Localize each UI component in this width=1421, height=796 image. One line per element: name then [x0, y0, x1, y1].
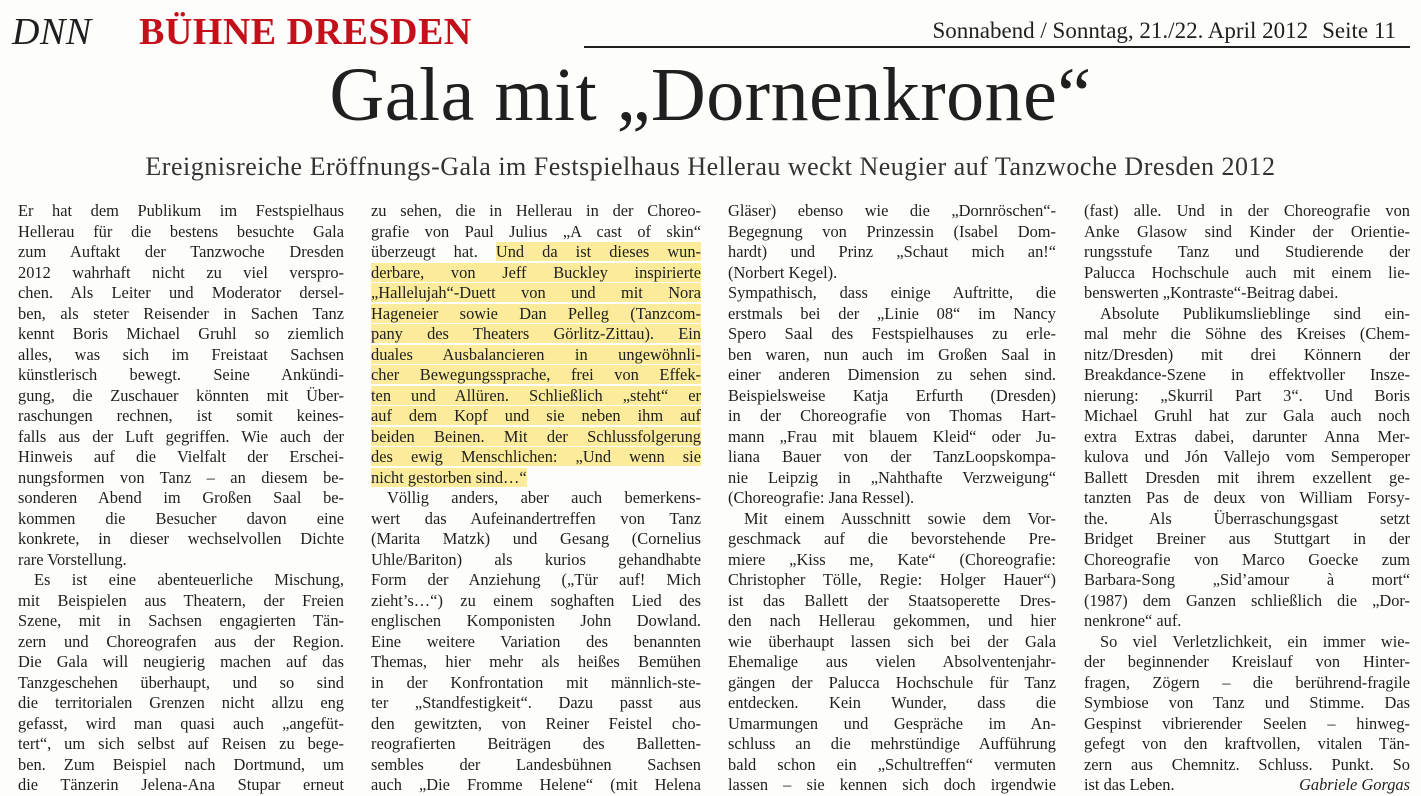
article-column-4: [1084, 201, 1410, 796]
text-line: geschmack auf die bevorstehende Pre-: [728, 529, 1056, 548]
text-line: nie Leipzig in „Nahthafte Verzweigung“: [728, 467, 1056, 487]
text-line: Gespinst vibrierender Seelen – hinweg-: [1084, 713, 1410, 733]
text-line: zern und Choreografen aus der Region.: [18, 631, 344, 651]
highlighted-text: des ewig Menschlichen: „Und wenn sie: [371, 447, 701, 466]
text-line: hardt) und Prinz „Schaut mich an!“: [728, 242, 1056, 261]
text-line: sembles der Landesbühnen Sachsen: [371, 754, 701, 774]
text-line: alles, was sich im Freistaat Sachsen: [18, 344, 344, 364]
text-line: Sympathisch, dass einige Auftritte, die: [728, 283, 1056, 302]
text-line: [371, 427, 701, 448]
text-line: [371, 263, 701, 284]
text-line: zern aus Chemnitz. Schluss. Punkt. So: [1084, 754, 1410, 774]
text-line: chen. Als Leiter und Moderator dersel-: [18, 283, 344, 302]
text-line: erstmals bei der „Linie 08“ im Nancy: [728, 303, 1056, 323]
text-line: reografierten Beiträgen des Balletten-: [371, 734, 701, 753]
text-line: extra Extras dabei, darunter Anna Mer-: [1084, 426, 1410, 446]
article-column-3: [728, 201, 1056, 796]
text-line: [371, 324, 701, 345]
text-line: the. Als Überraschungsgast setzt: [1084, 508, 1410, 528]
text-line: gängen der Palucca Hochschule für Tanz: [728, 672, 1056, 692]
text-line: Barbara-Song „Sid’amour à mort“: [1084, 570, 1410, 589]
text-line: Ehemalige aus vielen Absolventenjahr-: [728, 652, 1056, 671]
text-line: zieht’s…“) zu einem soghaften Lied des: [371, 590, 701, 610]
text-line: Uhle/Bariton) als kurios gehandhabte: [371, 549, 701, 569]
text-line: kommen die Besucher davon eine: [18, 508, 344, 528]
text-line: entdecken. Kein Wunder, dass die: [728, 693, 1056, 712]
highlighted-text: auf dem Kopf und sie neben ihm auf: [371, 406, 701, 425]
text-line: Die Gala will neugierig machen auf das: [18, 652, 344, 671]
text-line: Hellerau für die bestens besuchte Gala: [18, 221, 344, 241]
text-line: Anke Glasow sind Kinder der Orientie-: [1084, 221, 1410, 241]
highlighted-text: cher Bewegungssprache, frei von Effek-: [371, 365, 701, 384]
text-line: gung, die Zuschauer könnten mit Über-: [18, 385, 344, 405]
subheadline: Ereignisreiche Eröffnungs-Gala im Festspielhaus Hellerau weckt Neugier auf Tanzwoche Dresden 2012: [145, 152, 1276, 181]
text-line: [371, 345, 701, 366]
text-line: falls aus der Luft gegriffen. Wie auch der: [18, 426, 344, 446]
text-line: einer anderen Dimension zu sehen sind.: [728, 365, 1056, 384]
text-line: die Tänzerin Jelena-Ana Stupar erneut: [18, 775, 344, 794]
issue-date: Sonnabend / Sonntag, 21./22. April 2012: [932, 18, 1309, 43]
highlighted-text: nicht gestorben sind…“: [371, 467, 527, 487]
text-line: (1987) dem Ganzen schließlich die „Dor-: [1084, 590, 1410, 610]
text-line: raschungen rechnen, ist somit keines-: [18, 406, 344, 425]
text-line: künstlerisch bewegt. Seine Ankündi-: [18, 365, 344, 384]
text-line: lassen – sie kennen sich doch irgendwie: [728, 775, 1056, 794]
text-line: [371, 365, 701, 386]
text-line: Choreografie von Marco Goecke zum: [1084, 549, 1410, 569]
text-line: miere „Kiss me, Kate“ (Choreografie:: [728, 549, 1056, 569]
text-line: [371, 304, 701, 325]
header-rule: [584, 46, 1410, 48]
text-line: Form der Anziehung („Tür auf! Mich: [371, 570, 701, 589]
author-byline: Gabriele Gorgas: [1299, 775, 1410, 794]
text-line: [1084, 775, 1410, 796]
text-line: ben, als steter Reisender in Sachen Tanz: [18, 303, 344, 323]
text-line: Mit einem Ausschnitt sowie dem Vor-: [744, 508, 1056, 528]
page-number: Seite 11: [1322, 18, 1396, 43]
text-line: zum Auftakt der Tanzwoche Dresden: [18, 242, 344, 261]
text-line: Umarmungen und Gespräche im An-: [728, 713, 1056, 733]
text-line: [371, 468, 701, 489]
highlighted-text: beiden Beinen. Mit der Schlussfolgerung: [371, 426, 701, 446]
text-line: So viel Verletzlichkeit, ein immer wie-: [1100, 631, 1410, 651]
text-line: fragen, Zögern – die berührend-fragile: [1084, 672, 1410, 692]
article-column-2: [371, 201, 701, 796]
dateline: [918, 16, 1396, 46]
text-line: [371, 406, 701, 427]
text-line: Michael Gruhl hat zur Gala auch noch: [1084, 406, 1410, 425]
text-line: Es ist eine abenteuerliche Mischung,: [34, 570, 344, 589]
text-line: nierung: „Skurril Part 3“. Und Boris: [1084, 385, 1410, 405]
text-line: Eine weitere Variation des benannten: [371, 631, 701, 651]
text-line: die territorialen Grenzen nicht allzu eng: [18, 693, 344, 712]
text-line: Absolute Publikumslieblinge sind ein-: [1100, 303, 1410, 323]
highlighted-text: ten und Allüren. Schließlich „steht“ er: [371, 385, 701, 405]
text-line: bald schon ein „Schultreffen“ vermuten: [728, 754, 1056, 774]
text-line: in der Konfrontation mit männlich-ste-: [371, 672, 701, 692]
text-line: gefasst, wird man quasi auch „angefüt-: [18, 713, 344, 733]
section-title: BÜHNE DRESDEN: [139, 11, 472, 53]
highlighted-text: derbare, von Jeff Buckley inspirierte: [371, 262, 701, 282]
text-line: in der Choreografie von Thomas Hart-: [728, 406, 1056, 425]
text-line: Gläser) ebenso wie die „Dornröschen“-: [728, 201, 1056, 220]
text-line: schluss an die mehrstündige Aufführung: [728, 734, 1056, 753]
text-line: (Norbert Kegel).: [728, 262, 838, 282]
text-line: Breakdance-Szene in effektvoller Insze-: [1084, 365, 1410, 384]
text-line: den gewitzten, von Reiner Feistel cho-: [371, 713, 701, 733]
text-line: auch „Die Fromme Helene“ (mit Helena: [371, 775, 701, 794]
text-line: rungsstufe Tanz und Studierende der: [1084, 242, 1410, 261]
text-line: Themas, hier mehr als heißes Bemühen: [371, 652, 701, 671]
text-line: nungsformen von Tanz – an diesem be-: [18, 467, 344, 487]
text-line: 2012 wahrhaft nicht zu viel verspro-: [18, 262, 344, 282]
text-line: den nach Hellerau gekommen, und hier: [728, 611, 1056, 630]
text-line: Palucca Hochschule auch mit einem lie-: [1084, 262, 1410, 282]
highlighted-text: pany des Theaters Görlitz-Zittau). Ein: [371, 324, 701, 343]
text-line: Symbiose von Tanz und Stimme. Das: [1084, 693, 1410, 712]
text-line: [371, 447, 701, 468]
highlighted-text: „Hallelujah“-Duett von und mit Nora: [371, 283, 701, 302]
text-line: Er hat dem Publikum im Festspielhaus: [18, 201, 344, 220]
text-line: zu sehen, die in Hellerau in der Choreo-: [371, 201, 701, 220]
text-fragment: ist das Leben.: [1084, 775, 1175, 794]
text-line: Tanzgeschehen überhaupt, und so sind: [18, 672, 344, 692]
text-line: Ballett Dresden mit ihrem exzellent ge-: [1084, 467, 1410, 487]
text-line: (Choreografie: Jana Ressel).: [728, 488, 915, 507]
masthead: [12, 10, 1410, 58]
text-line: konkrete, in dieser wechselvollen Dichte: [18, 529, 344, 548]
text-line: nenkrone“ auf.: [1084, 611, 1182, 630]
text-line: Spero Saal des Festspielhauses zu erle-: [728, 324, 1056, 343]
article-column-1: [18, 201, 344, 796]
text-line: [371, 386, 701, 407]
text-line: wie überhaupt lassen sich bei der Gala: [728, 631, 1056, 651]
text-line: sonderen Abend im Großen Saal be-: [18, 488, 344, 507]
text-line: (fast) alle. Und in der Choreografie von: [1084, 201, 1410, 220]
text-line: wert das Aufeinandertreffen von Tanz: [371, 508, 701, 528]
text-line: benswerten „Kontraste“-Beitrag dabei.: [1084, 283, 1339, 302]
text-line: englischen Komponisten John Dowland.: [371, 611, 701, 630]
text-line: ter „Standfestigkeit“. Dazu passt aus: [371, 693, 701, 712]
text-line: mit Beispielen aus Theatern, der Freien: [18, 590, 344, 610]
text-line: [371, 283, 701, 304]
text-line: kulova und Jón Vallejo vom Semperoper: [1084, 447, 1410, 466]
text-line: (Marita Matzk) und Gesang (Cornelius: [371, 529, 701, 548]
text-line: mann „Frau mit blauem Kleid“ oder Ju-: [728, 426, 1056, 446]
highlighted-text: Hageneier sowie Dan Pelleg (Tanzcom-: [371, 303, 701, 323]
text-line: [371, 242, 701, 263]
text-line: Christopher Tölle, Regie: Holger Hauer“): [728, 570, 1056, 589]
text-line: ist das Ballett der Staatsoperette Dres-: [728, 590, 1056, 610]
text-line: Beispielsweise Katja Erfurth (Dresden): [728, 385, 1056, 405]
text-line: ben. Zum Beispiel nach Dortmund, um: [18, 754, 344, 774]
text-line: tert“, um sich selbst auf Reisen zu bege-: [18, 734, 344, 753]
text-fragment: überzeugt hat.: [371, 242, 496, 261]
highlighted-text: duales Ausbalancieren in ungewöhnli-: [371, 344, 701, 364]
text-line: mal mehr die Söhne des Kreises (Chem-: [1084, 324, 1410, 343]
text-line: tanzten Pas de deux von William Forsy-: [1084, 488, 1410, 507]
text-line: kennt Boris Michael Gruhl so ziemlich: [18, 324, 344, 343]
newspaper-logo: DNN: [12, 11, 92, 53]
text-line: grafie von Paul Julius „A cast of skin“: [371, 221, 701, 241]
headline: Gala mit „Dornenkrone“: [329, 53, 1092, 137]
text-line: Hinweis auf die Vielfalt der Erschei-: [18, 447, 344, 466]
text-line: Bridget Breiner aus Stuttgart in der: [1084, 529, 1410, 548]
text-line: der beginnender Kreislauf von Hinter-: [1084, 652, 1410, 671]
text-line: rare Vorstellung.: [18, 549, 127, 569]
text-line: nitz/Dresden) mit drei Könnern der: [1084, 344, 1410, 364]
text-line: liana Bauer von der TanzLoopskompa-: [728, 447, 1056, 466]
text-line: Völlig anders, aber auch bemerkens-: [387, 488, 701, 507]
text-line: ben waren, nun auch im Großen Saal in: [728, 344, 1056, 364]
text-line: Szene, mit in Sachsen engagierten Tän-: [18, 611, 344, 630]
highlighted-text: Und da ist dieses wun-: [495, 242, 701, 261]
text-line: gefegt von den kraftvollen, vitalen Tän-: [1084, 734, 1410, 753]
text-line: Begegnung von Prinzessin (Isabel Dom-: [728, 221, 1056, 241]
